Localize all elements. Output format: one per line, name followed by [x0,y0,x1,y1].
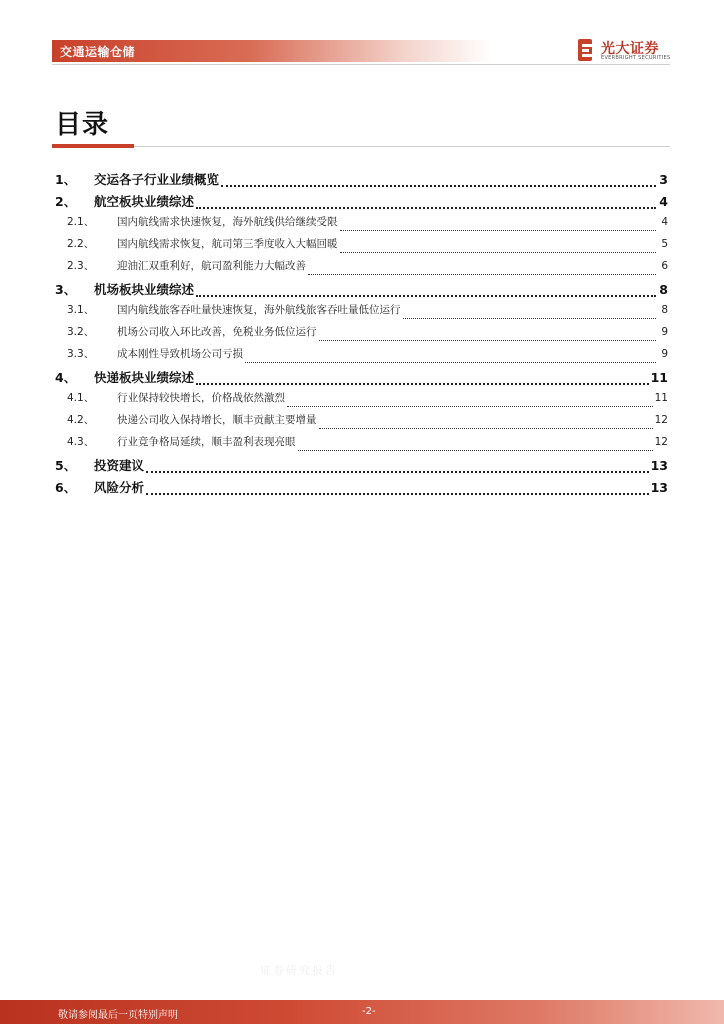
logo-english-name: EVERBRIGHT SECURITIES [601,55,671,61]
toc-subsection-entry[interactable] [55,258,668,280]
toc-entry-page: 9 [661,348,668,360]
toc-entry-number: 5、 [55,458,77,473]
toc-subsection-entry[interactable] [55,302,668,324]
toc-entry-number: 4.1、 [67,392,95,404]
page-title: 目录 [55,110,110,140]
toc-entry-title: 航空板块业绩综述 [94,194,195,209]
toc-subsection-entry[interactable] [55,390,668,412]
toc-subsection-entry[interactable] [55,434,668,456]
toc-dot-leader [146,471,649,473]
toc-entry-title: 交运各子行业业绩概览 [94,172,220,187]
toc-entry-page: 12 [654,436,668,448]
toc-entry-title: 成本刚性导致机场公司亏损 [117,348,243,360]
toc-entry-title: 国内航线需求快速恢复，海外航线供给继续受限 [117,216,338,228]
toc-section-entry[interactable] [55,192,668,214]
toc-entry-page: 6 [661,260,668,272]
logo-mark-icon [577,38,597,62]
toc-entry-page: 4 [659,194,668,209]
toc-entry-number: 2.3、 [67,260,95,272]
toc-entry-title: 行业竞争格局延续，顺丰盈利表现亮眼 [117,436,296,448]
toc-subsection-entry[interactable] [55,346,668,368]
toc-dot-leader [298,450,653,451]
toc-dot-leader [196,383,649,385]
toc-entry-number: 3.3、 [67,348,95,360]
toc-entry-title: 国内航线需求恢复，航司第三季度收入大幅回暖 [117,238,338,250]
toc-section-entry[interactable] [55,456,668,478]
toc-entry-number: 6、 [55,480,77,495]
watermark: 证券研究报告 [260,964,338,977]
toc-section-entry[interactable] [55,478,668,500]
toc-entry-page: 5 [661,238,668,250]
toc-entry-page: 8 [661,304,668,316]
toc-entry-page: 11 [654,392,668,404]
toc-entry-page: 12 [654,414,668,426]
toc-dot-leader [319,428,653,429]
toc-dot-leader [196,207,656,209]
toc-entry-page: 3 [659,172,668,187]
toc-entry-title: 快递板块业绩综述 [94,370,195,385]
toc-subsection-entry[interactable] [55,412,668,434]
toc-entry-title: 机场公司收入环比改善，免税业务低位运行 [117,326,317,338]
toc-entry-number: 2.1、 [67,216,95,228]
toc-dot-leader [221,185,656,187]
toc-entry-page: 4 [661,216,668,228]
toc-subsection-entry[interactable] [55,214,668,236]
toc-entry-page: 9 [661,326,668,338]
toc-section-entry[interactable] [55,170,668,192]
table-of-contents [55,170,668,500]
toc-entry-title: 快递公司收入保持增长，顺丰贡献主要增量 [117,414,317,426]
toc-entry-number: 3.1、 [67,304,95,316]
toc-entry-title: 迎油汇双重利好，航司盈利能力大幅改善 [117,260,306,272]
toc-dot-leader [287,406,653,407]
toc-subsection-entry[interactable] [55,324,668,346]
section-label: 交通运输仓储 [60,45,136,59]
toc-entry-page: 8 [659,282,668,297]
footer-disclaimer: 敬请参阅最后一页特别声明 [58,1010,178,1021]
toc-section-entry[interactable] [55,368,668,390]
toc-entry-title: 投资建议 [94,458,145,473]
toc-entry-title: 机场板块业绩综述 [94,282,195,297]
toc-entry-number: 2.2、 [67,238,95,250]
toc-dot-leader [340,230,657,231]
toc-entry-number: 4.2、 [67,414,95,426]
header-divider [52,64,670,65]
toc-entry-number: 3、 [55,282,77,297]
toc-entry-page: 13 [650,480,668,495]
title-accent-bar [52,144,134,148]
toc-entry-number: 4、 [55,370,77,385]
toc-dot-leader [308,274,656,275]
company-logo [577,38,673,64]
toc-dot-leader [146,493,649,495]
toc-subsection-entry[interactable] [55,236,668,258]
toc-entry-page: 13 [650,458,668,473]
toc-entry-title: 国内航线旅客吞吐量快速恢复，海外航线旅客吞吐量低位运行 [117,304,401,316]
toc-dot-leader [196,295,656,297]
toc-entry-number: 3.2、 [67,326,95,338]
toc-dot-leader [403,318,657,319]
toc-entry-number: 4.3、 [67,436,95,448]
title-divider [52,146,670,147]
toc-entry-title: 行业保持较快增长，价格战依然激烈 [117,392,285,404]
footer-page-number: -2- [362,1006,376,1017]
toc-dot-leader [319,340,657,341]
toc-section-entry[interactable] [55,280,668,302]
toc-entry-number: 1、 [55,172,77,187]
toc-dot-leader [340,252,657,253]
toc-entry-page: 11 [650,370,668,385]
toc-entry-title: 风险分析 [94,480,145,495]
toc-dot-leader [245,362,656,363]
toc-entry-number: 2、 [55,194,77,209]
logo-name: 光大证券 [601,41,659,57]
